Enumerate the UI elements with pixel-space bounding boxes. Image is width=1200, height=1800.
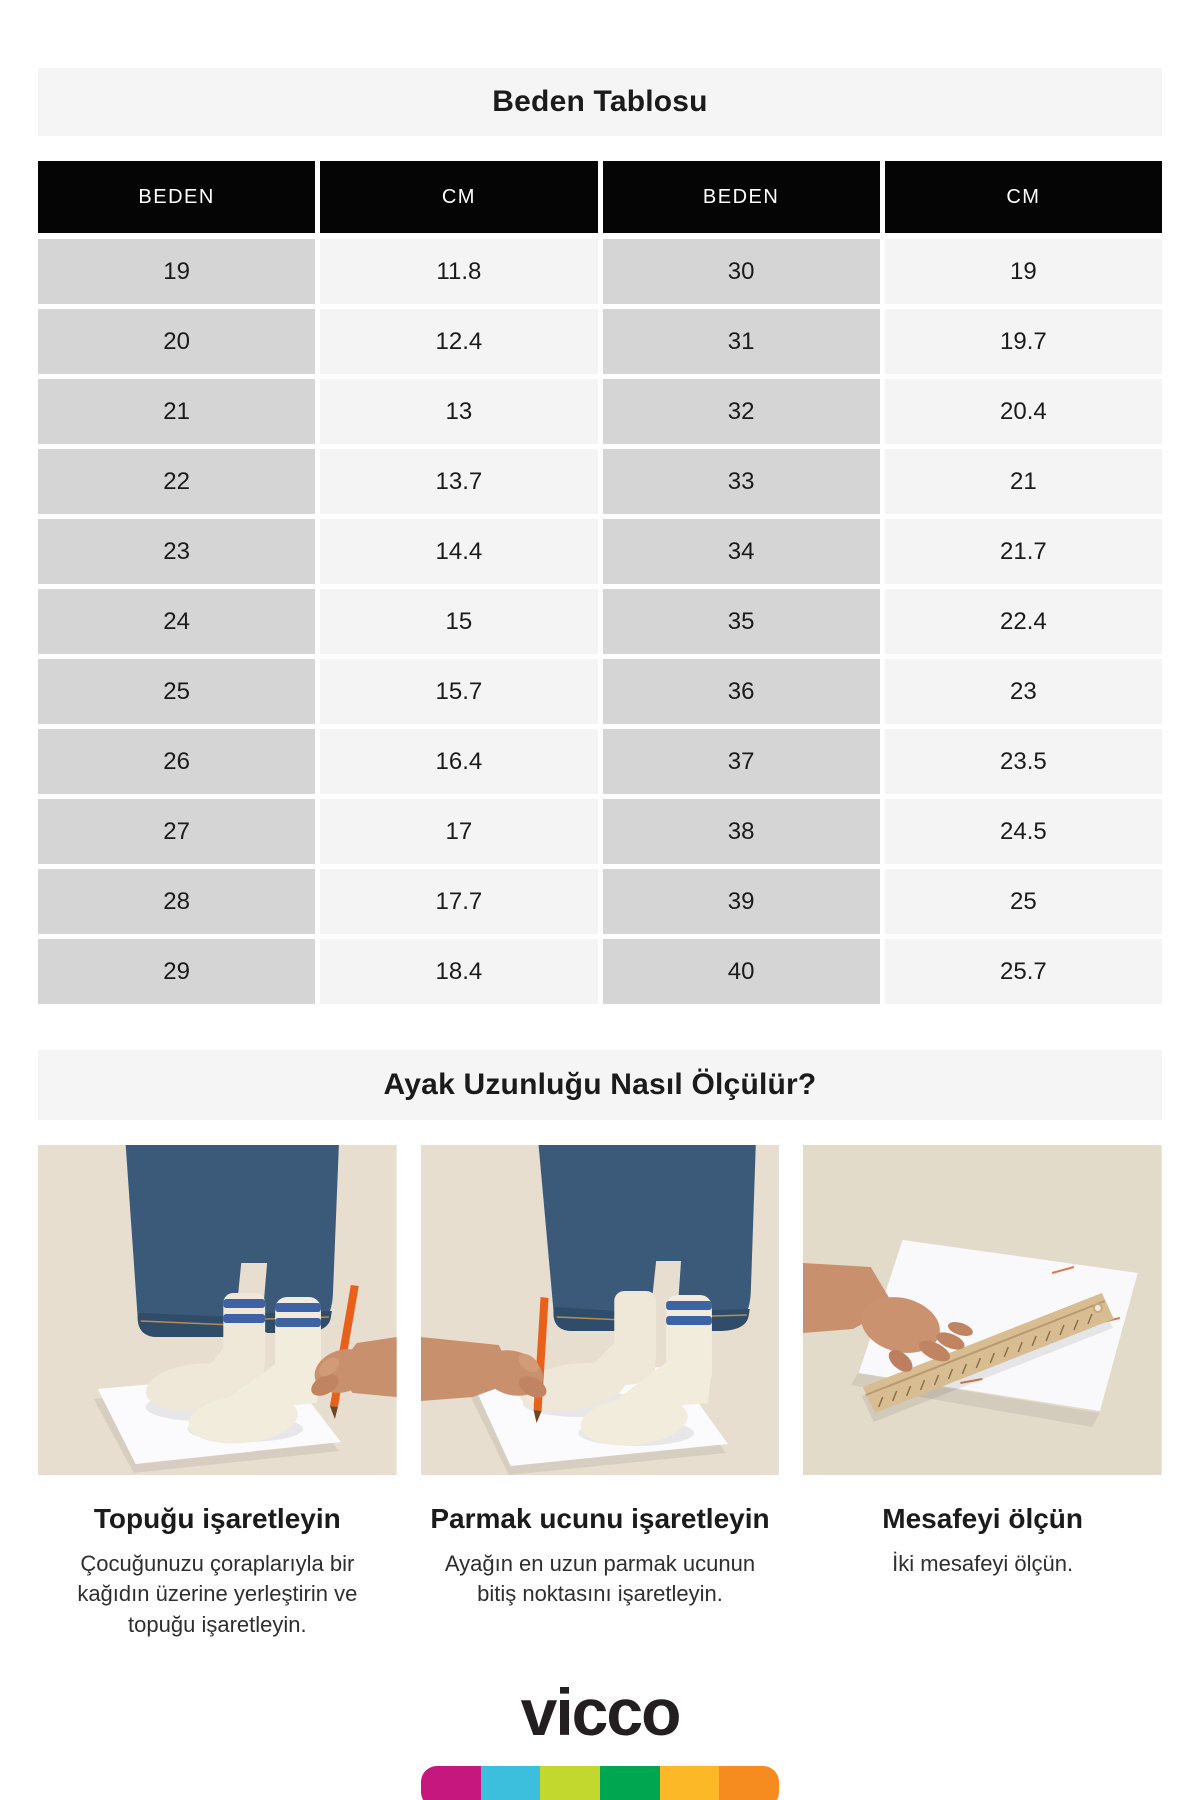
brand-footer xyxy=(38,1674,1162,1800)
size-table-band xyxy=(38,68,1162,136)
table-cell: 12.4 xyxy=(320,309,597,374)
table-cell: 30 xyxy=(603,239,880,304)
photo-measure-distance-illustration xyxy=(803,1145,1162,1475)
step-title: Mesafeyi ölçün xyxy=(882,1503,1084,1534)
table-body xyxy=(38,239,1162,1004)
table-cell: 37 xyxy=(603,729,880,794)
table-cell: 13 xyxy=(320,379,597,444)
table-cell: 17 xyxy=(320,799,597,864)
step-title: Topuğu işaretleyin xyxy=(93,1503,341,1534)
table-cell: 16.4 xyxy=(320,729,597,794)
step-description: İki mesafeyi ölçün. xyxy=(892,1551,1074,1576)
table-cell: 20.4 xyxy=(885,379,1162,444)
table-cell: 25 xyxy=(38,659,315,724)
table-cell: 29 xyxy=(38,939,315,1004)
table-cell: 11.8 xyxy=(320,239,597,304)
step-title: Parmak ucunu işaretleyin xyxy=(430,1503,770,1534)
rainbow-bar xyxy=(421,1766,779,1800)
table-header-beden-right: BEDEN xyxy=(603,161,880,233)
rainbow-segment-pink xyxy=(421,1766,481,1800)
table-row xyxy=(38,239,1162,304)
table-cell: 22 xyxy=(38,449,315,514)
table-row xyxy=(38,449,1162,514)
table-cell: 23 xyxy=(885,659,1162,724)
photo-mark-heel xyxy=(38,1145,397,1475)
size-table xyxy=(38,161,1162,1004)
measure-title: Ayak Uzunluğu Nasıl Ölçülür? xyxy=(383,1068,817,1101)
table-cell: 26 xyxy=(38,729,315,794)
table-cell: 23 xyxy=(38,519,315,584)
table-cell: 22.4 xyxy=(885,589,1162,654)
photo-measure-distance xyxy=(803,1145,1162,1475)
step-captions xyxy=(38,1503,1162,1640)
table-cell: 13.7 xyxy=(320,449,597,514)
table-cell: 34 xyxy=(603,519,880,584)
table-cell: 19.7 xyxy=(885,309,1162,374)
table-row xyxy=(38,659,1162,724)
measure-photos xyxy=(38,1145,1162,1475)
table-cell: 15.7 xyxy=(320,659,597,724)
table-row xyxy=(38,869,1162,934)
rainbow-segment-yellow xyxy=(660,1766,720,1800)
rainbow-segment-lime xyxy=(540,1766,600,1800)
table-header-row xyxy=(38,161,1162,233)
vicco-logo: vicco xyxy=(520,1675,680,1750)
table-cell: 19 xyxy=(885,239,1162,304)
table-row xyxy=(38,309,1162,374)
table-cell: 14.4 xyxy=(320,519,597,584)
table-cell: 25.7 xyxy=(885,939,1162,1004)
table-cell: 24.5 xyxy=(885,799,1162,864)
table-cell: 32 xyxy=(603,379,880,444)
table-cell: 31 xyxy=(603,309,880,374)
table-cell: 21 xyxy=(38,379,315,444)
page xyxy=(38,68,1162,1800)
table-cell: 25 xyxy=(885,869,1162,934)
table-cell: 15 xyxy=(320,589,597,654)
rainbow-segment-green xyxy=(600,1766,660,1800)
table-header-cm-right: CM xyxy=(885,161,1162,233)
step-caption-measure xyxy=(803,1503,1162,1640)
table-cell: 23.5 xyxy=(885,729,1162,794)
table-row xyxy=(38,939,1162,1004)
table-cell: 35 xyxy=(603,589,880,654)
table-row xyxy=(38,379,1162,444)
photo-mark-toe-illustration xyxy=(421,1145,780,1475)
measure-band xyxy=(38,1050,1162,1120)
table-cell: 27 xyxy=(38,799,315,864)
photo-mark-toe xyxy=(421,1145,780,1475)
table-cell: 21.7 xyxy=(885,519,1162,584)
table-header-cm-left: CM xyxy=(320,161,597,233)
table-cell: 20 xyxy=(38,309,315,374)
table-cell: 18.4 xyxy=(320,939,597,1004)
table-row xyxy=(38,589,1162,654)
table-cell: 19 xyxy=(38,239,315,304)
table-cell: 28 xyxy=(38,869,315,934)
size-table-title: Beden Tablosu xyxy=(492,85,708,118)
step-description: Ayağın en uzun parmak ucunun bitiş noktasını işaretleyin. xyxy=(444,1551,756,1607)
step-description: Çocuğunuzu çoraplarıyla bir kağıdın üzerine yerleştirin ve topuğu işaretleyin. xyxy=(77,1551,358,1637)
table-row xyxy=(38,519,1162,584)
table-cell: 40 xyxy=(603,939,880,1004)
table-cell: 36 xyxy=(603,659,880,724)
table-cell: 24 xyxy=(38,589,315,654)
step-caption-heel xyxy=(38,1503,397,1640)
step-caption-toe xyxy=(421,1503,780,1640)
table-row xyxy=(38,799,1162,864)
table-cell: 21 xyxy=(885,449,1162,514)
table-row xyxy=(38,729,1162,794)
photo-mark-heel-illustration xyxy=(38,1145,397,1475)
table-cell: 38 xyxy=(603,799,880,864)
table-cell: 33 xyxy=(603,449,880,514)
table-cell: 17.7 xyxy=(320,869,597,934)
table-cell: 39 xyxy=(603,869,880,934)
rainbow-segment-orange xyxy=(719,1766,779,1800)
rainbow-segment-cyan xyxy=(481,1766,541,1800)
table-header-beden-left: BEDEN xyxy=(38,161,315,233)
